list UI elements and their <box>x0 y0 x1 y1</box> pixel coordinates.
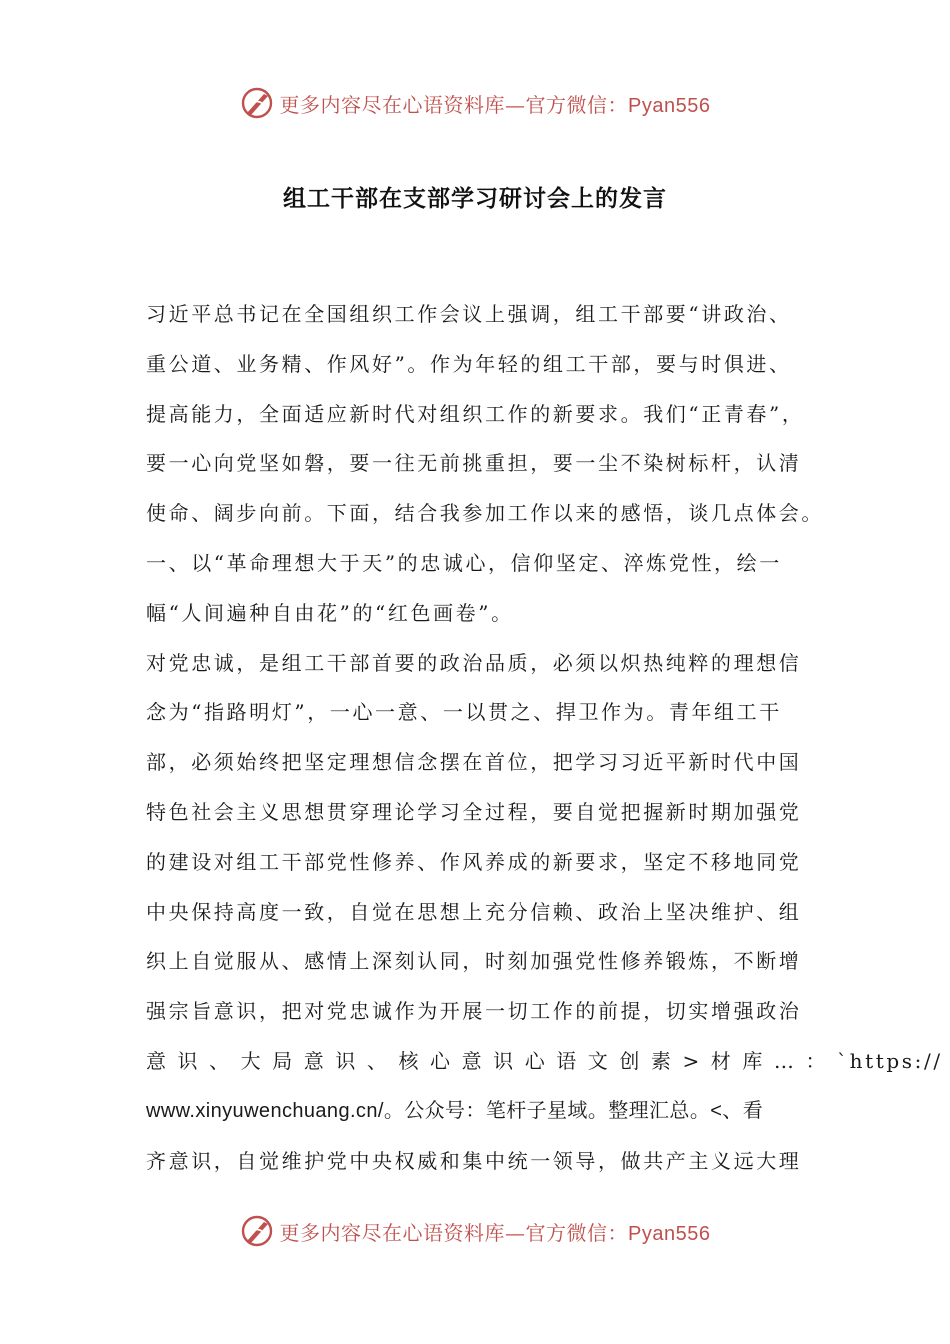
watermark-label: 更多内容尽在心语资料库—官方微信： <box>279 92 629 117</box>
body-line: 对党忠诚，是组工干部首要的政治品质，必须以炽热纯粹的理想信 <box>146 650 802 675</box>
body-line: 使命、阔步向前。下面，结合我参加工作以来的感悟，谈几点体会。 <box>146 501 824 526</box>
pen-logo-icon <box>240 1214 274 1248</box>
watermark-text <box>280 89 711 118</box>
body-line: 的建设对组工干部党性修养、作风养成的新要求，坚定不移地同党 <box>146 849 802 874</box>
body-line-with-url: www.xinyuwenchuang.cn/。公众号：笔杆子星域。整理汇总。<、看 <box>146 1099 764 1122</box>
watermark-header <box>0 81 950 125</box>
document-title: 组工干部在支部学习研讨会上的发言 <box>283 186 667 212</box>
body-line: 习近平总书记在全国组织工作会议上强调，组工干部要“讲政治、 <box>146 302 792 326</box>
watermark-footer <box>0 1209 950 1253</box>
body-line: 提高能力，全面适应新时代对组织工作的新要求。我们“正青春”， <box>146 401 805 426</box>
body-line: 特色社会主义思想贯穿理论学习全过程，要自觉把握新时期加强党 <box>146 799 802 824</box>
section-heading-line: 幅“人间遍种自由花”的“红色画卷”。 <box>146 600 514 625</box>
body-line: 部，必须始终把坚定理想信念摆在首位，把学习习近平新时代中国 <box>146 750 802 775</box>
body-line: 要一心向党坚如磐，要一往无前挑重担，要一尘不染树标杆，认清 <box>146 451 802 476</box>
body-line: 念为“指路明灯”，一心一意、一以贯之、捍卫作为。青年组工干 <box>146 700 782 725</box>
body-line: 强宗旨意识，把对党忠诚作为开展一切工作的前提，切实增强政治 <box>146 999 802 1024</box>
pen-logo-icon <box>240 86 274 120</box>
body-line: 齐意识，自觉维护党中央权威和集中统一领导，做共产主义远大理 <box>146 1148 802 1173</box>
body-line: 重公道、业务精、作风好”。作为年轻的组工干部，要与时俱进、 <box>146 351 792 376</box>
body-line: 织上自觉服从、感情上深刻认同，时刻加强党性修养锻炼，不断增 <box>146 949 802 974</box>
watermark-wechat-id: Pyan556 <box>628 94 711 117</box>
watermark-wechat-id: Pyan556 <box>628 1222 711 1245</box>
watermark-text <box>280 1217 711 1246</box>
document-body <box>146 290 943 1186</box>
section-heading-line: 一、以“革命理想大于天”的忠诚心，信仰坚定、淬炼党性，绘一 <box>146 550 782 575</box>
watermark-label: 更多内容尽在心语资料库—官方微信： <box>279 1220 629 1245</box>
body-line-with-url: 意 识 、 大 局 意 识 、 核 心 意 识 心 语 文 创 素 > 材 库 … ： `https:// <box>146 1048 943 1073</box>
body-line: 中央保持高度一致，自觉在思想上充分信赖、政治上坚决维护、组 <box>146 899 802 924</box>
